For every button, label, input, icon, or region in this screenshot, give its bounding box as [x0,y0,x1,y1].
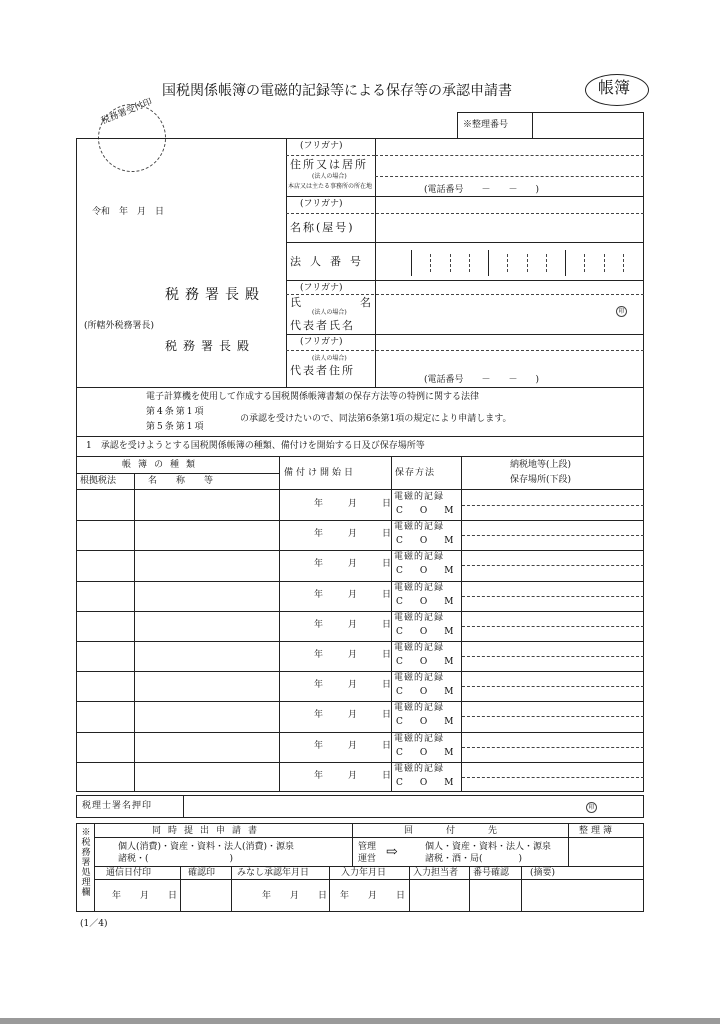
address-corp-note: (法人の場合) [312,173,347,180]
reception-stamp-label: 税務署受付印 [99,97,154,127]
start-date-cell[interactable]: 年 月 日 [314,559,400,570]
col-storage-method: 保存方法 [395,468,436,478]
table-row [76,671,644,701]
ledger-name-cell[interactable] [136,703,276,729]
ledger-name-cell[interactable] [136,643,276,669]
table-row [76,732,644,762]
storage-place-cell[interactable] [464,583,642,609]
input-date: 年 月 日 [340,891,411,901]
person-label-1: 氏 [290,296,301,309]
deemed-date: 年 月 日 [262,891,333,901]
start-date-cell[interactable]: 年 月 日 [314,680,400,691]
applicant-seal-mark: 印 [616,306,627,317]
storage-place-cell[interactable] [464,703,642,729]
route-line-1: 個人・資産・資料・法人・源泉 [425,842,552,852]
rep-address-label: 代表者住所 [290,364,355,377]
storage-place-cell[interactable] [464,673,642,699]
hq-address-label: 本店又は主たる事務所の所在地 [288,183,373,190]
method-com[interactable]: C O M [396,566,458,577]
method-electronic[interactable]: 電磁的記録 [394,643,445,653]
route-line-2: 諸税・酒・局( ) [425,854,523,864]
statement-article-4: 第4条第1項 [146,407,206,417]
method-electronic[interactable]: 電磁的記録 [394,492,445,502]
tax-law-cell[interactable] [78,492,132,518]
address-phone: (電話番号 － － ) [424,185,540,195]
table-row [76,762,644,792]
page-number: (1／4) [80,919,108,929]
table-row [76,581,644,611]
start-date-cell[interactable]: 年 月 日 [314,770,400,781]
method-com[interactable]: C O M [396,687,458,698]
rep-corp-note: (法人の場合) [312,309,347,316]
tax-law-cell[interactable] [78,643,132,669]
route-arrow-icon: ⇨ [386,844,398,860]
col-ledger-kind: 帳簿の種類 [122,460,203,470]
h-remarks: (摘要) [530,868,556,878]
start-date-cell[interactable]: 年 月 日 [314,710,400,721]
table-row [76,490,644,520]
tax-accountant-label: 税理士署名押印 [82,801,153,811]
method-electronic[interactable]: 電磁的記録 [394,733,445,744]
storage-place-cell[interactable] [464,492,642,518]
rep-address-phone: (電話番号 － － ) [424,375,540,385]
method-com[interactable]: C O M [396,747,458,758]
tax-accountant-field[interactable] [185,797,580,816]
ledger-name-cell[interactable] [136,522,276,548]
tax-law-cell[interactable] [78,673,132,699]
statement-line-2: の承認を受けたいので、同法第6条第1項の規定により申請します。 [240,414,512,424]
start-date-cell[interactable]: 年 月 日 [314,650,400,660]
rep-address-field[interactable] [377,352,642,386]
tax-accountant-seal-mark: 印 [586,802,597,813]
col-storage-place-2: 保存場所(下段) [510,475,572,485]
col-storage-place-1: 納税地等(上段) [510,460,572,470]
h-input-date: 入力年月日 [341,868,387,878]
method-electronic[interactable]: 電磁的記録 [394,673,445,684]
corporate-number-label: 法人番号 [290,255,370,268]
postmark-date: 年 月 日 [112,891,183,901]
office-use-side-label: ※税務署処理欄 [81,828,91,898]
application-date: 令和 年 月 日 [92,207,165,217]
method-electronic[interactable]: 電磁的記録 [394,612,445,623]
storage-place-cell[interactable] [464,734,642,760]
col-file: 整理簿 [579,826,616,836]
ledger-name-cell[interactable] [136,552,276,578]
name-furigana-label: (フリガナ) [300,199,343,209]
method-com[interactable]: C O M [396,777,458,788]
rep-addr-corp-note: (法人の場合) [312,355,347,362]
tax-law-cell[interactable] [78,703,132,729]
ledger-badge-text: 帳簿 [598,78,631,97]
start-date-cell[interactable]: 年 月 日 [314,619,400,630]
col-simultaneous: 同時提出申請書 [152,826,265,836]
h-postmark: 通信日付印 [106,868,152,878]
start-date-cell[interactable]: 年 月 日 [314,740,400,751]
h-deemed-date: みなし承認年月日 [237,868,310,878]
management-label-2: 運営 [358,854,377,864]
table-row [76,701,644,731]
other-office-note: (所轄外税務署長) [84,321,155,331]
start-date-cell[interactable]: 年 月 日 [314,499,400,509]
tax-law-cell[interactable] [78,734,132,760]
ledger-name-cell[interactable] [136,673,276,699]
tax-law-cell[interactable] [78,764,132,790]
tax-law-cell[interactable] [78,583,132,609]
storage-place-cell[interactable] [464,552,642,578]
name-label: 名称(屋号) [290,221,355,234]
statement-article-5: 第5条第1項 [146,422,206,432]
corporate-number-cells[interactable] [392,250,642,276]
ledger-name-cell[interactable] [136,583,276,609]
tax-law-cell[interactable] [78,522,132,548]
ledger-name-cell[interactable] [136,764,276,790]
storage-place-cell[interactable] [464,522,642,548]
h-number-check: 番号確認 [473,868,510,878]
rep-furigana-label: (フリガナ) [300,283,343,293]
bottom-edge [0,1018,720,1024]
reference-number-label: ※整理番号 [463,120,509,130]
method-com[interactable]: C O M [396,506,458,516]
address-label: 住所又は居所 [290,158,368,171]
table-row [76,550,644,580]
storage-place-cell[interactable] [464,643,642,669]
tax-office-addressee-2: 税務署長殿 [165,339,256,353]
col-tax-law: 根拠税法 [80,476,117,486]
rep-addr-furigana-label: (フリガナ) [300,337,343,347]
ledger-name-cell[interactable] [136,734,276,760]
rep-name-field[interactable] [377,296,612,332]
tax-office-addressee: 税務署長殿 [165,287,265,303]
method-electronic[interactable]: 電磁的記録 [394,582,445,593]
h-confirm: 確認印 [188,868,216,878]
rep-name-label: 代表者氏名 [290,319,355,332]
table-row [76,520,644,550]
simultaneous-line-1: 個人(消費)・資産・資料・法人(消費)・源泉 [118,842,295,852]
table-row [76,611,644,641]
method-com[interactable]: C O M [396,596,458,607]
method-electronic[interactable]: 電磁的記録 [394,703,445,714]
start-date-cell[interactable]: 年 月 日 [314,529,400,540]
section1-title: 1 承認を受けようとする国税関係帳簿の種類、備付けを開始する日及び保存場所等 [86,441,425,451]
col-ledger-name: 名 称 等 [148,476,219,486]
ledger-name-cell[interactable] [136,492,276,518]
person-label-2: 名 [360,296,371,309]
method-com[interactable]: C O M [396,536,458,547]
start-date-cell[interactable]: 年 月 日 [314,589,400,600]
simultaneous-line-2: 諸税・( ) [118,854,234,864]
method-com[interactable]: C O M [396,717,458,728]
statement-line-1: 電子計算機を使用して作成する国税関係帳簿書類の保存方法等の特例に関する法律 [146,392,480,402]
tax-law-cell[interactable] [78,552,132,578]
management-label-1: 管理 [358,842,377,852]
storage-place-cell[interactable] [464,764,642,790]
method-com[interactable]: C O M [396,657,458,667]
method-electronic[interactable]: 電磁的記録 [394,552,445,563]
method-com[interactable]: C O M [396,626,458,637]
form-title: 国税関係帳簿の電磁的記録等による保存等の承認申請書 [162,83,512,99]
name-field[interactable] [377,215,642,240]
h-input-person: 入力担当者 [413,868,459,878]
col-start-date: 備付け開始日 [284,468,357,478]
address-furigana-label: (フリガナ) [300,141,343,151]
method-electronic[interactable]: 電磁的記録 [394,763,445,774]
method-electronic[interactable]: 電磁的記録 [394,522,445,533]
tax-law-cell[interactable] [78,613,132,639]
ledger-name-cell[interactable] [136,613,276,639]
col-route: 回 付 先 [404,826,510,836]
storage-place-cell[interactable] [464,613,642,639]
table-row [76,641,644,671]
address-field[interactable] [377,158,642,194]
